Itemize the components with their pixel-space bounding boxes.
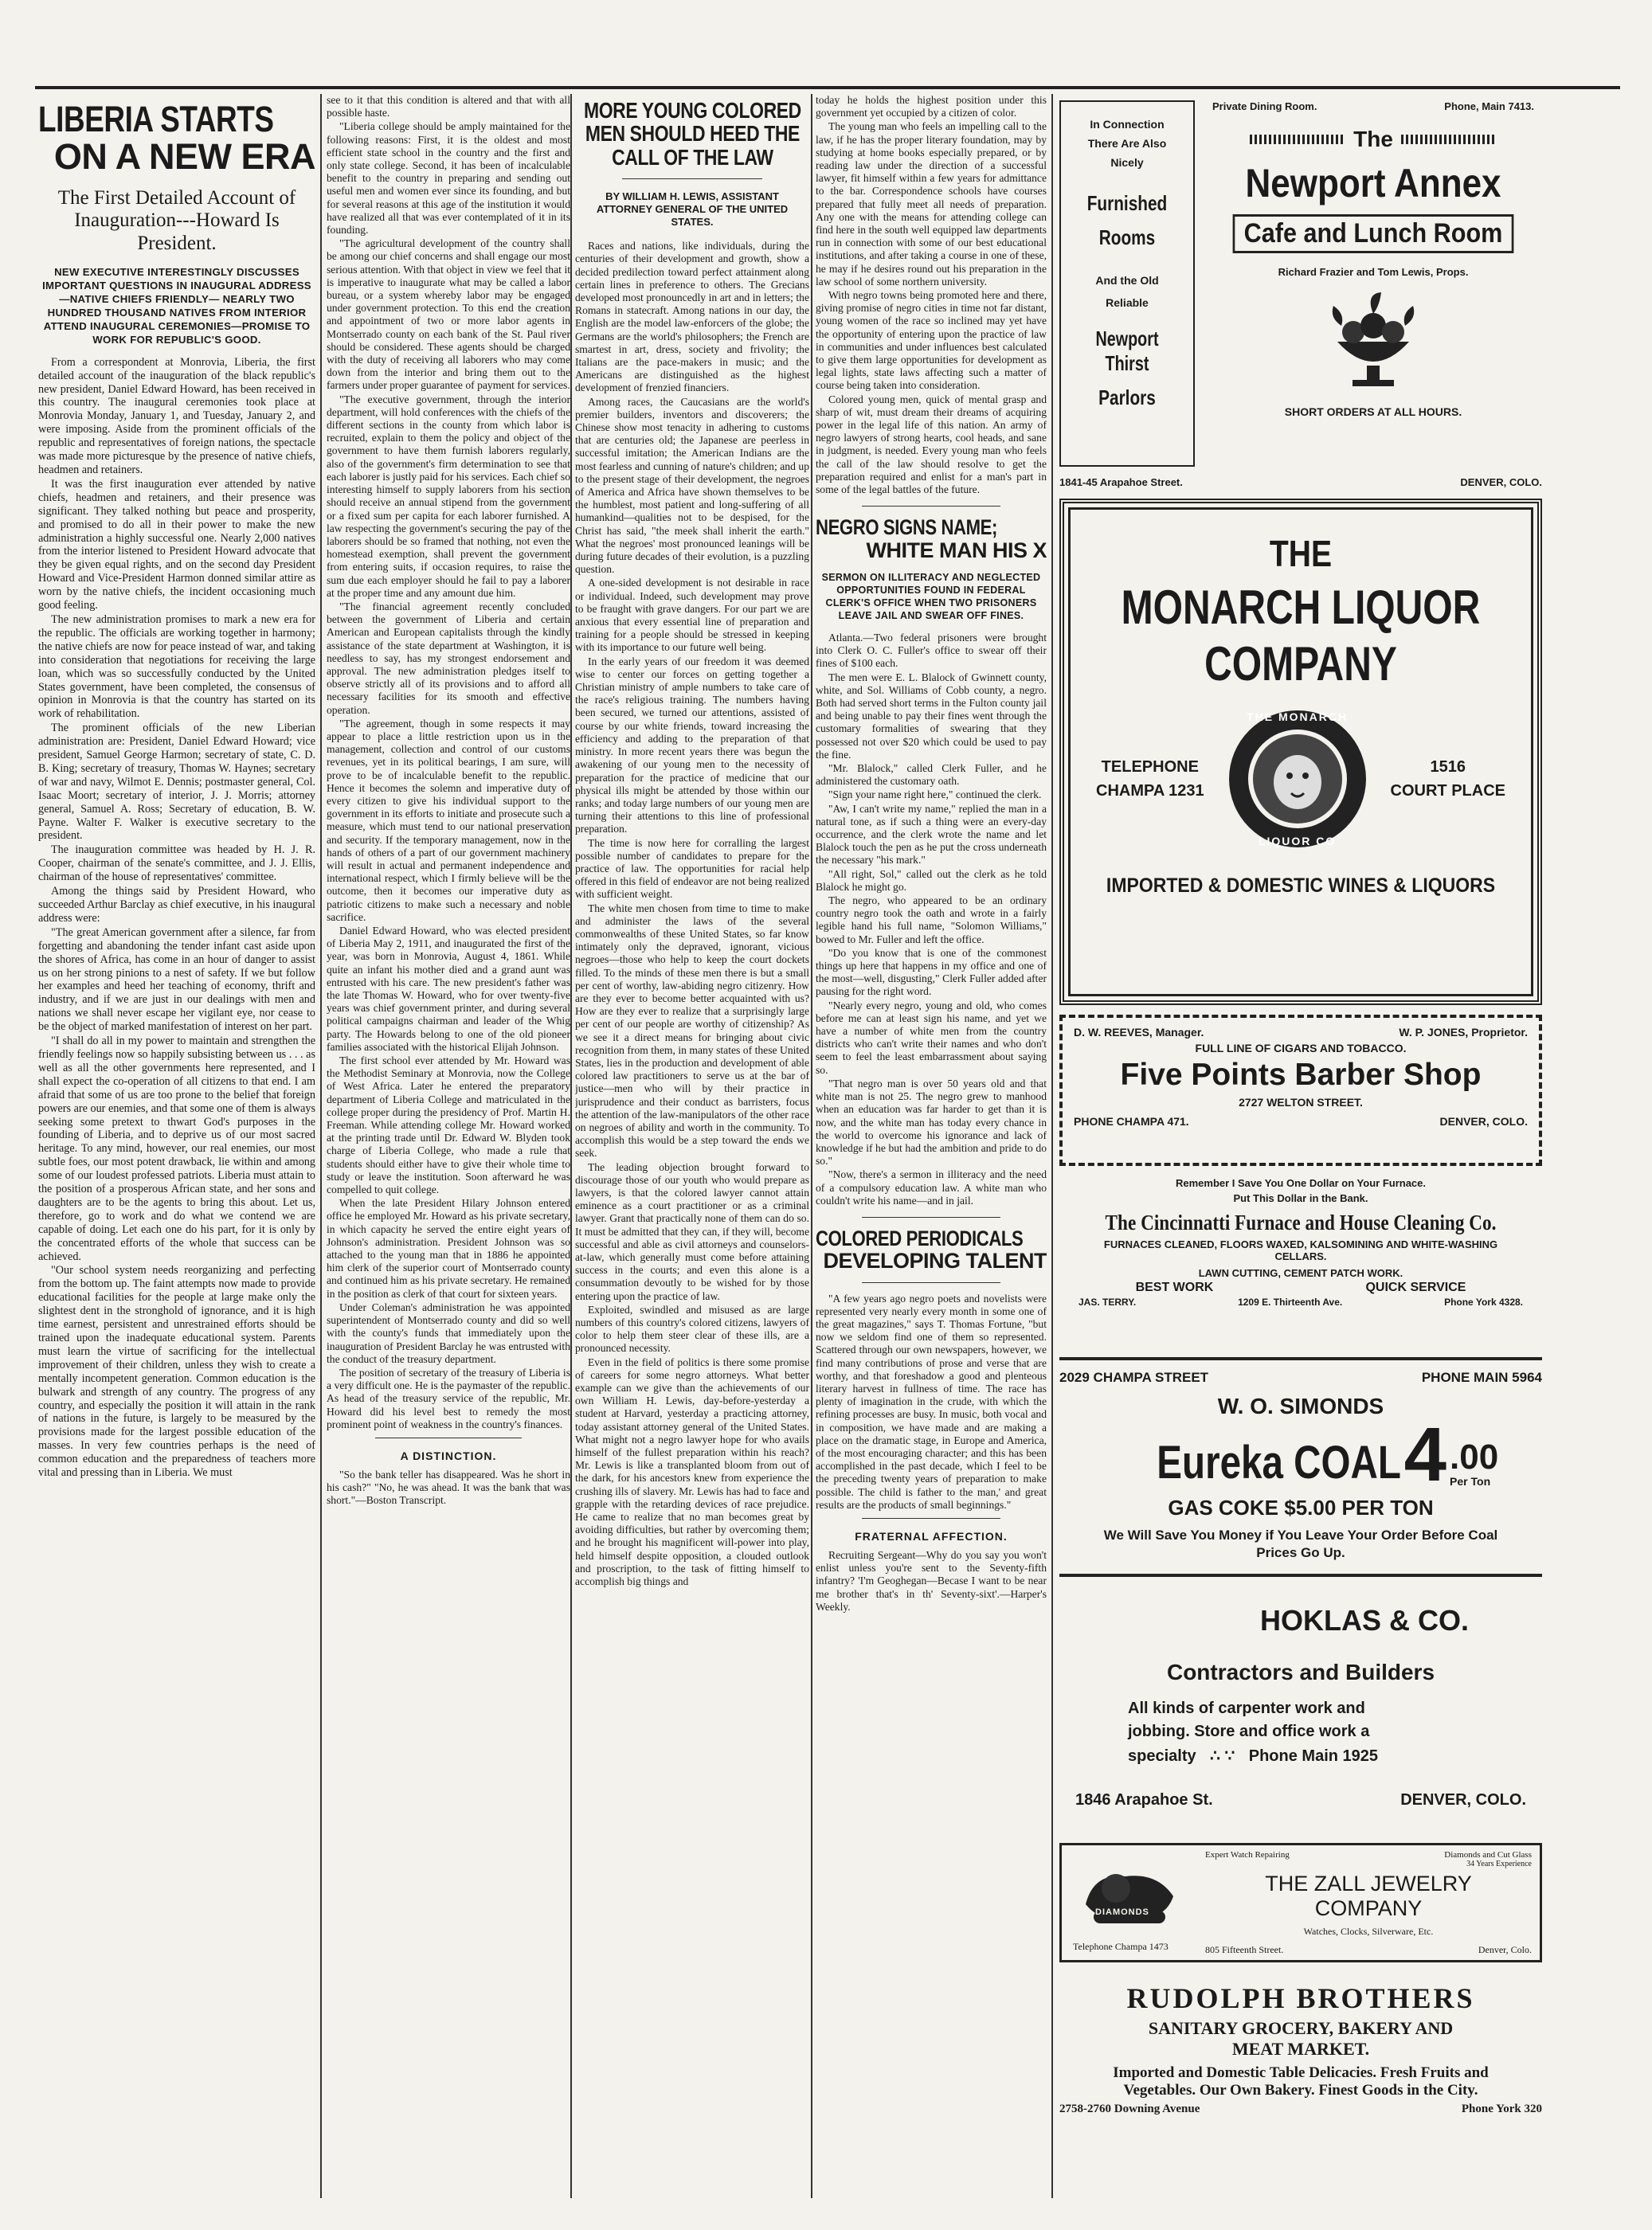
paragraph: Even in the field of politics is there some promise of careers for some negro attorneys. What better example can we give than the achievements of our own William H. Lewis, day-before-yesterday a student at Harvard, yesterday a practicing attorney, today assistant attorney general of the United States. What might not a negro lawyer hope for who avails himself of the fullest preparation within his reach? Mr. Lewis is like a transplanted bloom from out of the dark, for his ancestors knew from experience the crushing ills of slavery. Mr. Lewis has had to face and grapple with the retarding devices of race prejudice. He came to realize that no man becomes great by avoiding difficulties, but rather by overcoming them; and he brought his magnificent will-power into play, held himself despite opposition, a clouded outlook and proscription, to the task of fitting himself to accomplish big things and xyxy=(575,1356,809,1588)
ad-row xyxy=(1059,1370,1542,1386)
paragraph: The negro, who appeared to be an ordinary country negro took the oath and wrote in a fairly legible hand his full name, "Solomon Williams," bowed to Mr. Fuller and left the office. xyxy=(816,894,1047,945)
paragraph: "That negro man is over 50 years old and that white man is not 25. The negro grew to manhood when an education was far harder to get than it is now, and the white man has today every chance in the world to overcome his ignorance and lack of knowledge if he but had the ambition and pride to do so." xyxy=(816,1077,1047,1168)
divider xyxy=(862,506,1000,507)
ad-row xyxy=(1059,1281,1542,1295)
paragraph: The inauguration committee was headed by H. J. R. Cooper, chairman of the senate's committee, and J. J. Ellis, chairman of the house of representatives' committee. xyxy=(38,843,315,884)
ad-row xyxy=(1064,691,1537,851)
ad-row xyxy=(1204,100,1542,112)
ad-line: There Are Also xyxy=(1087,137,1167,150)
ad-title: COMPANY xyxy=(1204,637,1397,691)
ad-text: BEST WORK xyxy=(1135,1281,1214,1294)
ad-newport-footer xyxy=(1059,476,1542,488)
ad-text: Expert Watch Repairing xyxy=(1205,1850,1290,1860)
paragraph: "The agricultural development of the country shall be among our chief concerns and shall engage our most serious attention. With that object in view we feel that it is imperative to inaugurate what may be called a labor bureau, or a system whereby labor may be engaged under government protection. To this end the creation and appointment of two or more labor agents in Montserrado county on each bank of the St. Paul river should be considered. These agents should be charged with the duty of receiving all laborers who may come down from the interior and bring them out to the farmers under proper guarantee of payment for services. xyxy=(327,237,570,392)
negro-signs-deck: SERMON ON ILLITERACY AND NEGLECTED OPPORTUNITIES FOUND IN FEDERAL CLERK'S OFFICE WHEN TWO PRISONERS LEAVE JAIL AND SWEAR OFF FINES. xyxy=(821,571,1041,621)
ad-text: FULL LINE OF CIGARS AND TOBACCO. xyxy=(1195,1042,1407,1054)
paragraph: When the late President Hilary Johnson entered office he employed Mr. Howard as his private secretary, in which capacity he served the entire eight years of Johnson's administration. President Johnson was so attached to the young man that in 1886 he appointed him clerk of the superior court of Montserrado county and continued him as his private secretary. He remained in the position as clerk of that court for sixteen years. xyxy=(327,1197,570,1300)
ad-line: Rooms xyxy=(1098,225,1156,249)
ad-row xyxy=(1059,2103,1542,2116)
ad-title: The Cincinnatti Furnace and House Cleaning Co. xyxy=(1105,1211,1497,1234)
ad-text: GAS COKE $5.00 PER TON xyxy=(1168,1496,1434,1520)
ad-row xyxy=(1074,1026,1528,1039)
ad-row xyxy=(1074,1115,1528,1128)
liberia-caps-deck: NEW EXECUTIVE INTERESTINGLY DISCUSSES IMPORTANT QUESTIONS IN INAUGURAL ADDRESS —NATIVE CHIEFS FRIENDLY— NEARLY TWO HUNDRED THOUSAND NATIVES FROM INTERIOR ATTEND INAUGURAL CEREMONIES—PROMISE TO WORK FOR REPUBLIC'S GOOD. xyxy=(42,265,311,346)
column-rule xyxy=(570,94,572,2198)
ad-subtitle: Contractors and Builders xyxy=(1166,1660,1435,1684)
paragraph: "All right, Sol," called out the clerk as he told Blalock he might go. xyxy=(816,867,1047,893)
ad-text: Watches, Clocks, Silverware, Etc. xyxy=(1303,1926,1434,1937)
ad-title: Newport Annex xyxy=(1245,161,1501,205)
ad-text: FURNACES CLEANED, FLOORS WAXED, KALSOMINING AND WHITE-WASHING CELLARS. xyxy=(1103,1238,1498,1262)
ad-line: Newport Thirst xyxy=(1095,327,1159,375)
paragraph: "Liberia college should be amply maintained for the following reasons: First, it is the oldest and most efficient state school in the country and the first and only state college. Second, it has been of incalculable benefit to the country in preparing and sending out useful men and women ever since its founding, and but for several reasons at this age of the institution it would have realized all that was ever contemplated of it in its founding. xyxy=(327,120,570,237)
ad-row xyxy=(1205,1850,1532,1860)
coal-price-cents-block xyxy=(1450,1440,1498,1488)
paragraph: With negro towns being promoted here and there, giving promise of negro cities in time not far distant, young women of the race so inclined may yet have the opportunity of entering upon the practice of law in communities and under influences best calculated to give them large opportunities for development as legal lights, state laws affecting such a matter of course being taken into consideration. xyxy=(816,289,1047,392)
top-rule xyxy=(35,86,1620,89)
zall-text-block xyxy=(1205,1850,1532,1956)
column-1-liberia-article xyxy=(38,94,315,2198)
dots-icon: ∴ ∵ xyxy=(1210,1747,1235,1765)
ad-text: D. W. REEVES, Manager. xyxy=(1074,1026,1204,1039)
periodicals-body xyxy=(816,1293,1047,1512)
ad-line: Parlors xyxy=(1098,385,1156,409)
paragraph: It was the first inauguration ever attended by native chiefs, headmen and retainers, and their presence was significant. They talked nothing but peace and prosperity, and promised to do all in their power to make the new administration a highly successful one. Nearly 2,000 natives from the interior listened to President Howard advocate that they be given equal rights, and on the second day President Howard and Vice-President Harmon donned similar attire as worn by the native chiefs, the incident occasioning much good feeling. xyxy=(38,477,315,612)
ad-text: MEAT MARKET. xyxy=(1231,2039,1370,2059)
ad-line: Reliable xyxy=(1106,296,1149,309)
ad-address-block xyxy=(1391,755,1505,803)
ad-text: Richard Frazier and Tom Lewis, Props. xyxy=(1278,266,1469,278)
ad-text: 805 Fifteenth Street. xyxy=(1205,1944,1284,1955)
ad-text: CHAMPA 1231 xyxy=(1096,782,1204,800)
ad-text: W. P. JONES, Proprietor. xyxy=(1399,1026,1528,1039)
ad-hoklas xyxy=(1059,1588,1542,1827)
ad-text: COURT PLACE xyxy=(1390,782,1505,800)
divider xyxy=(862,1217,1000,1218)
ad-text: specialty xyxy=(1128,1747,1196,1765)
ad-title: THE ZALL JEWELRY xyxy=(1265,1872,1472,1895)
ad-text: Put This Dollar in the Bank. xyxy=(1233,1192,1368,1204)
ad-text: Per Ton xyxy=(1450,1475,1491,1488)
ad-newport-annex xyxy=(1204,100,1542,467)
paragraph: "Now, there's a sermon in illiteracy and the need of a compulsory education law. A white man who couldn't write his name—and in jail. xyxy=(816,1168,1047,1207)
ad-line: In Connection xyxy=(1090,118,1165,131)
paragraph: The white men chosen from time to time to make and administer the laws of the several commonwealths of these United States, so far know intimately only the depraved, ignorant, vicious negroes—those who help to keep the court dockets filled. To the minds of these men there is but a small per cent of worthy, law-abiding negro citizenry. How are they ever to become better acquainted with us? How are they ever to realize that a surprisingly large per cent of our people are worthy of citizenship? As we see it a direct means for bringing about civic recognition from them, in many states of these United States, lies in the production and development of able colored law practitioners to serve us at the bar of justice—men who will by their practice in jurisprudence and their conduct as barristers, focus the attention of the law-manipulators of the other race on negroes of ability and worth in the community. To accomplish this would be a step toward the ends we seek. xyxy=(575,902,809,1160)
ornament xyxy=(1250,135,1345,144)
ad-title: Eureka COAL xyxy=(1157,1437,1401,1489)
paragraph: "Our school system needs reorganizing and perfecting from the bottom up. The faint attempts now made to provide educational facilities for the people at large make only the slightest dent in the stronghold of ignorance, and it is high time earnest, persistent and unrestrained efforts should be trained upon the inadequate educational system. Parents must learn the virtue of sacrificing for the intellectual improvement of their children, unless they wish to create a mentally incompetent generation. Common education is the bulwark and strength of any country. The progress of any country, and especially the position it will attain in the rank of nations in the future, is largely to be measured by the provisions made for the largest possible education of the masses. In very few countries perhaps is the need of common education and the preparedness of teachers more vital and pressing than in Liberia. We must xyxy=(38,1264,315,1480)
paragraph: Races and nations, like individuals, during the centuries of their development and growth, show a decided predilection toward perfect attainment along certain lines in preference to others. The Grecians developed most pronouncedly in art and in letters; the Romans in statecraft. Among nations in our day, the English are the model law-enforcers of the globe; the Germans are the world's philosophers; the French are smartest in art, dress, society and frivolity; the Italians are the pace-makers in music; and the Americans are distinguished as the highest development of frenzied financiers. xyxy=(575,240,809,394)
ad-zall-jewelry xyxy=(1059,1843,1542,1962)
paragraph: The prominent officials of the new Liberian administration are: President, Daniel Edward Howard; vice president, Samuel George Harmon; secretary of state, C. D. B. King; secretary of treasury, Thomas W. Haynes; secretary of war and navy, Wilmot E. Dennis; postmaster general, Col. Isaac Moort; secretary of interior, J. J. Morris; attorney general, Samuel A. Ross; Secretary of education, B. W. Payne. Walter F. Walker is executive secretary to the president. xyxy=(38,722,315,843)
ad-text: DIAMONDS xyxy=(1095,1907,1149,1917)
paragraph: "Aw, I can't write my name," replied the man in a natural tone, as if such a thing were an every-day occurrence, and the clerk wrote the name and let Blalock touch the pen as he put the cross underneath the necessary "his mark." xyxy=(816,802,1047,867)
ad-text: 1841-45 Arapahoe Street. xyxy=(1059,476,1183,488)
ad-text: THE xyxy=(1269,533,1333,574)
headline-liberia-2: ON A NEW ERA xyxy=(53,136,315,178)
paragraph: "Sign your name right here," continued the clerk. xyxy=(828,788,1042,801)
ad-text: All kinds of carpenter work and xyxy=(1128,1700,1365,1717)
fraternal-body xyxy=(816,1549,1047,1614)
column-rule xyxy=(1051,94,1053,2198)
ad-row xyxy=(1075,1791,1526,1809)
ad-line: Furnished xyxy=(1086,191,1168,215)
divider xyxy=(862,1518,1000,1519)
law-byline: BY WILLIAM H. LEWIS, ASSISTANT ATTORNEY GENERAL OF THE UNITED STATES. xyxy=(596,190,789,229)
ad-row xyxy=(1205,1944,1532,1956)
ornament xyxy=(1401,135,1497,144)
ad-title: Five Points Barber Shop xyxy=(1120,1058,1482,1092)
ad-text: PHONE CHAMPA 471. xyxy=(1074,1115,1189,1128)
paragraph: "The executive government, through the interior department, will hold conferences with the chiefs of the different sections in the county from which labor is recruited, explain to them the policy and object of the government to have them furnish laborers regularly, also of the government's firm determination to see that each laborer is justly paid for his services. Each chief so interesting himself to supply laborers from his section should receive an annual stipend from the government or a fixed sum per capita for each laborer furnished. A law respecting the government's securing the pay of the laborers should be so framed that nothing, not even the homestead exemption, shall prevent the government from entering suits, if occasion requires, to raise the sum due each employer should he fail to pay a laborer at the proper time and any amount due him. xyxy=(327,393,570,599)
paragraph: Daniel Edward Howard, who was elected president of Liberia May 2, 1911, and inaugurated the first of the year, was born in Monrovia, August 4, 1861. While quite an infant his mother died and a grand aunt was entrusted with his care. The new president's father was the late Thomas W. Howard, who for over twenty-five years was chief government printer, and during several political campaigns chairman and leader of the Whig party. The Howards belong to one of the old pioneer families associated with the historical Elijah Johnson. xyxy=(327,925,570,1053)
law-continued-body xyxy=(816,94,1047,496)
seal-text-bottom: LIQUOR CO xyxy=(1258,835,1337,847)
headline-law: MORE YOUNG COLORED MEN SHOULD HEED THE CALL OF THE LAW xyxy=(583,98,801,170)
ad-text: SANITARY GROCERY, BAKERY AND xyxy=(1148,2018,1454,2038)
ad-text: The xyxy=(1353,127,1393,151)
ad-text: Private Dining Room. xyxy=(1212,100,1317,112)
law-body xyxy=(575,240,809,1588)
ad-text: Remember I Save You One Dollar on Your Furnace. xyxy=(1175,1177,1427,1189)
paragraph: "A few years ago negro poets and novelists were represented very nearly every month in some one of the great magazines," says T. Thomas Fortune, "but now we seldom find one of them so represented. Scattered through our own newspapers, however, we find many contributions of prose and verse that are worthy, and that foreshadow a good and plenteous literary harvest in fullness of time. The race has plenty of imagination in the crude, with which the refining processes are busy. In music, both vocal and in composition, we have made and are making a place on the dramatic stage, in Europe and America, of the most encouraging character; and this has been accomplished in the past decade, which I feel to be the preceding twenty years of preparation to make possible. The child is father to the man,' and great results are the products of small beginnings." xyxy=(816,1292,1047,1511)
headline-liberia-1: LIBERIA STARTS xyxy=(38,99,274,139)
lion-seal-icon xyxy=(1226,707,1369,851)
ad-text: W. O. SIMONDS xyxy=(1217,1394,1384,1418)
paragraph: "So the bank teller has disappeared. Was he short in his cash?" "No, he was ahead. It was the bank that was short."—Boston Transcript. xyxy=(327,1468,570,1507)
paragraph: Under Coleman's administration he was appointed superintendent of Montserrado county and did so well with the county's funds that immediately upon the inauguration of President Barclay he was entrusted with the conduct of the treasury department. xyxy=(327,1301,570,1365)
paragraph: The young man who feels an impelling call to the law, if he has the proper literary foundation, may by studying at home books especially prepared, or by reading law under the direction of a successful lawyer, fit himself within a few years for admittance to the bar. Correspondence schools have courses prepared that fully meet all needs of preparation. Any one with the means for attending college can find here in the south well equipped law departments run in connection with some of our best educational institutions, and after taking a course in one of these, he may if he desires round out his preparation in the law school of some northern university. xyxy=(816,120,1047,288)
ad-row xyxy=(1078,1297,1523,1308)
ad-monarch-liquor xyxy=(1059,499,1542,1005)
ad-title: COMPANY xyxy=(1314,1896,1423,1920)
paragraph: The leading objection brought forward to discourage those of our youth who would prepare as lawyers, is that the colored lawyer cannot attain eminence as a court practitioner or as a criminal lawyer. Grant that practically none of them can do so. It must be admitted that they can, if they will, become successful and able as civil attorneys and counselors-at-law, which generally must come before attaining success in the courts; and even this alone is a consummation devoutly to be wished for by those entering upon the practice of law. xyxy=(575,1160,809,1302)
ad-subtitle: Cafe and Lunch Room xyxy=(1233,214,1514,253)
headline-negro-signs-1: NEGRO SIGNS NAME; xyxy=(816,515,997,540)
headline-periodicals-2: DEVELOPING TALENT xyxy=(823,1249,1047,1273)
paragraph: Atlanta.—Two federal prisoners were brought into Clerk O. C. Fuller's office to swear off their fines of $100 each. xyxy=(816,631,1047,670)
paragraph: see to it that this condition is altered and that with all possible haste. xyxy=(327,94,570,119)
paragraph: The first school ever attended by Mr. Howard was the Methodist Seminary at Monrovia, now the College of West Africa. Later he entered the preparatory department of Liberia College and matriculated in the college proper during the presidency of Prof. Martin H. Freeman. While attending college Mr. Howard worked at the printing trade until Dr. Edward W. Blyden took charge of Liberia College, who made a rule that students should either have to give their whole time to study or leave the institution. Soon afterward he was compelled to quit college. xyxy=(327,1054,570,1196)
ad-text: Vegetables. Our Own Bakery. Finest Goods in the City. xyxy=(1123,2082,1478,2099)
ad-cincinnatti-furnace xyxy=(1059,1177,1542,1308)
paragraph: "Do you know that is one of the commonest things up here that happens in my office and one of the most—well, disgusting," Clerk Fuller added after pausing for the right word. xyxy=(816,946,1047,998)
ad-text: PHONE MAIN 5964 xyxy=(1421,1370,1542,1385)
paragraph: "The great American government after a silence, far from forgetting and abandoning the tender infant cast aside upon the shores of Africa, has come in an hour of danger to assist us on her strong pinions to a nest of safety. If we but follow her examples and heed her teaching of economy, thrift and industry, and if we are just in our dealings with men and nations we shall never escape her vigilant eye, nor cease to be the object of marked manifestation of interest on her part. xyxy=(38,925,315,1034)
fraternal-heading: FRATERNAL AFFECTION. xyxy=(855,1530,1008,1543)
ad-text: We Will Save You Money if You Leave Your Order Before Coal Prices Go Up. xyxy=(1103,1528,1498,1560)
ad-furnished-rooms xyxy=(1059,100,1195,467)
paragraph: A one-sided development is not desirable in race or individual. Indeed, such development may prove to be fraught with grave dangers. For our part we are anxious that every essential line of preparation and training for a people should be stressed in keeping with its importance to our future well being. xyxy=(575,577,809,654)
ad-text: Telephone Champa 1473 xyxy=(1073,1941,1169,1952)
coal-price-dollars: 4 xyxy=(1403,1412,1447,1497)
paragraph: Recruiting Sergeant—Why do you say you won't enlist unless you're sent to the Seventy-fifth infantry? 'I'm Geoghegan—Becase I want to be near me brother that's in th' Seventy-sixt'.—Harper's Weekly. xyxy=(816,1549,1047,1613)
ad-text: 1516 xyxy=(1430,758,1466,776)
column-5-advertisements xyxy=(1056,94,1542,2198)
lion-icon xyxy=(1070,1849,1189,1944)
column-rule xyxy=(811,94,812,2198)
ad-text: SHORT ORDERS AT ALL HOURS. xyxy=(1284,405,1462,418)
distinction-text xyxy=(327,1469,570,1508)
divider xyxy=(1059,1574,1542,1577)
ad-text: 2758-2760 Downing Avenue xyxy=(1059,2103,1200,2115)
ad-row xyxy=(1128,1746,1542,1766)
ad-text: JAS. TERRY. xyxy=(1078,1297,1137,1308)
paragraph: Among races, the Caucasians are the world's premier builders, inventors and discoverers; the Chinese show most tenacity in adhering to customs that are centuries old; the Japanese are peerless in successful imitation; the American Indians are the most fearless and cunning of nature's children; and up to the present stage of their development, the negroes of America and Africa have shown themselves to be the humblest, most patient and long-suffering of all humankind—qualities not to be despised, for the Christ has said, "the meek shall inherit the earth." What the negroes' most pronounced leanings will be during future decades of their evolution, is a puzzling question. xyxy=(575,395,809,576)
distinction-heading: A DISTINCTION. xyxy=(400,1449,497,1462)
seal-text-top: THE MONARCH xyxy=(1247,710,1349,723)
ad-text: Phone Main 1925 xyxy=(1248,1747,1379,1765)
ad-text: 2727 WELTON STREET. xyxy=(1239,1096,1363,1109)
ad-text: 1209 E. Thirteenth Ave. xyxy=(1238,1297,1343,1308)
liberia-body xyxy=(38,356,315,1480)
ad-text: 34 Years Experience xyxy=(1466,1860,1532,1868)
ad-text: 2029 CHAMPA STREET xyxy=(1059,1370,1209,1385)
ad-text: Phone, Main 7413. xyxy=(1444,100,1534,112)
column-4-mixed xyxy=(816,94,1047,2198)
divider xyxy=(1059,1357,1542,1360)
paragraph: "The financial agreement recently concluded between the government of Liberia and certain American and European capitalists through the kindly assistance of the state department at Washington, it is needless to say, has my strongest endorsement and approval. The new administration pledges itself to observe strictly all of its provisions and to afford all necessary facilities for its smooth and effective operation. xyxy=(327,600,570,716)
ad-row xyxy=(1059,1412,1542,1497)
ad-title: HOKLAS & CO. xyxy=(1259,1604,1469,1637)
paragraph: In the early years of our freedom it was deemed wise to center our forces on getting together a Christian ministry of ample numbers to take care of the race's religious training. The numbers having been secured, we turned our attentions, assisted of course by our white friends, toward increasing the efficiency and adding to the preparation of that ministry. In more recent years there was begun the awakening of our young men to the necessity of preparation for the practice of medicine that our physical ills might be attended by those within our ranks; and today large numbers of our young men are turning their attentions to this line of professional preparation. xyxy=(575,655,809,835)
ad-five-points-barber xyxy=(1059,1015,1542,1166)
ad-text: IMPORTED & DOMESTIC WINES & LIQUORS xyxy=(1106,874,1496,897)
headline-negro-signs-2: WHITE MAN HIS X xyxy=(866,538,1047,562)
paragraph: Colored young men, quick of mental grasp and sharp of wit, must dream their dreams of acquiring power in the legal life of this nation. An army of negro lawyers of strong hearts, cool heads, and sane in judgment, is needed. Every young man who feels the call of the law should resolve to get the preparation required and enlist for a man's part in some of the legal battles of the future. xyxy=(816,393,1047,496)
paragraph: The time is now here for corralling the largest possible number of candidates to prepare for the practice of law. The opportunities for racial help offered in this field of endeavor are not being realized with sufficient weight. xyxy=(575,836,809,901)
divider xyxy=(862,1282,1000,1283)
column-rule xyxy=(320,94,322,2198)
paragraph: Among the things said by President Howard, who succeeded Arthur Barclay as chief executive, in his inaugural address were: xyxy=(38,885,315,925)
divider xyxy=(622,178,762,179)
paragraph: The new administration promises to mark a new era for the republic. The officials are working together in harmony; the native chiefs are now for peace instead of war, and taking into consideration that negotiations for receiving the large loan, which was so successfully conducted by the United States government, have been completed, the consensus of opinion in Monrovia is that the country has started on its work of rehabilitation. xyxy=(38,612,315,721)
ad-text: Diamonds and Cut Glass xyxy=(1444,1850,1532,1860)
column-2-liberia-continued xyxy=(327,94,570,2198)
ad-text: DENVER, COLO. xyxy=(1400,1791,1526,1809)
negro-signs-body xyxy=(816,632,1047,1207)
ad-phone-block xyxy=(1096,755,1204,803)
paragraph: today he holds the highest position under this government yet occupied by a citizen of color. xyxy=(816,94,1047,119)
coal-price-cents: .00 xyxy=(1450,1438,1499,1477)
ad-line: And the Old xyxy=(1095,274,1159,287)
paragraph: "I shall do all in my power to maintain and strengthen the friendly feelings now so happily subsisting between us . . . as well as all the other governments here represented, and I shall expect the co-operation of all citizens to that end. I am afraid that some of us are too prone to the belief that foreign powers are our enemies, and that some one of them is always seeking some pretext to thwart God's purposes in the founding of Liberia, and to deprive us of our most sacred heritage. To any mind, however, our real enemies, our most subtle foes, our most potent drawback, lie within and among some of our loudest professed patriots. Liberia must attain to the position of a prosperous African state, and her sons and daughters are to be the agents to bring this about. Let us, therefore, go to work and do what we contend we are capable of doing. Let each one do his part, for it is only by the concentrated efforts of the whole that success can be achieved. xyxy=(38,1035,315,1263)
ad-text: Imported and Domestic Table Delicacies. Fresh Fruits and xyxy=(1113,2064,1489,2081)
ad-text: QUICK SERVICE xyxy=(1365,1281,1466,1294)
ad-text: 1846 Arapahoe St. xyxy=(1075,1791,1213,1809)
ad-text: Phone York 4328. xyxy=(1444,1297,1523,1308)
liberia-deck: The First Detailed Account of Inauguration---Howard Is President. xyxy=(57,186,296,254)
paragraph: The position of secretary of the treasury of Liberia is a very difficult one. He is the paymaster of the republic. As head of the treasury service of the republic, Mr. Howard did his level best to remedy the most prominent point of weakness in the country's finances. xyxy=(327,1366,570,1430)
fruit-bowl-icon xyxy=(1317,286,1429,397)
ad-rudolph-brothers xyxy=(1059,1974,1542,2116)
ad-text: jobbing. Store and office work a xyxy=(1128,1723,1370,1740)
paragraph: "Mr. Blalock," called Clerk Fuller, and he administered the customary oath. xyxy=(816,762,1047,788)
paragraph: From a correspondent at Monrovia, Liberia, the first detailed account of the inauguration of the black republic's new president, Daniel Edward Howard, has been received in this country. The inaugural ceremonies took place at Monrovia Monday, January 1, and Tuesday, January 2, and were imposing. Aside from the prominent officials of the republic and representatives of foreign nations, the spectacle was made more picturesque by the presence of native chiefs, headmen and retainers. xyxy=(38,355,315,476)
ad-title: RUDOLPH BROTHERS xyxy=(1126,1982,1475,2014)
ad-text: TELEPHONE xyxy=(1101,758,1199,776)
ad-eureka-coal xyxy=(1059,1370,1542,1562)
ad-text: Denver, Colo. xyxy=(1478,1944,1532,1955)
headline-periodicals-1: COLORED PERIODICALS xyxy=(816,1226,1024,1250)
paragraph: "The agreement, though in some respects it may appear to place a little restriction upon us in the management, collection and control of our customs revenues, yet in its political bearings, I am sure, will prove to be of incalculable benefit to the republic. Hence it becomes the solemn and imperative duty of every citizen to give his individual support to the government in its efforts to initiate and prosecute such a measure, which must tend to our national preservation and security. If the temporary management, now in the hands of others of a part of our government machinery will result in actual and permanent independence and international respect, which I firmly believe will be the outcome, then it becomes our imperative duty as patriotic citizens to make such a necessary and noble sacrifice. xyxy=(327,717,570,923)
ad-row xyxy=(1204,127,1542,152)
paragraph: The men were E. L. Blalock of Gwinnett county, white, and Sol. Williams of Cobb county, a negro. Both had served short terms in the Fulton county jail and being unable to pay their fines went through the customary formalities of swearing that they possessed not over $20 which could be used to pay the fine. xyxy=(816,671,1047,761)
ad-text: DENVER, COLO. xyxy=(1460,476,1542,488)
ad-text: Phone York 320 xyxy=(1461,2103,1542,2115)
ad-line: Nicely xyxy=(1110,156,1144,169)
column-3-law-article xyxy=(575,94,809,2198)
ad-text: DENVER, COLO. xyxy=(1439,1115,1528,1128)
paragraph: "Nearly every negro, young and old, who comes before me can at least sign his name, and yet we have a number of white men from the country districts who can't write their names and who don't seem to feel the least embarrassment about saying so. xyxy=(816,999,1047,1076)
ad-title: MONARCH LIQUOR xyxy=(1121,581,1481,634)
paragraph: Exploited, swindled and misused as are large numbers of this country's colored citizens, lawyers of color to help them steer clear of these ills, are a pronounced necessity. xyxy=(575,1303,809,1355)
ad-text: LAWN CUTTING, CEMENT PATCH WORK. xyxy=(1198,1267,1403,1279)
liberia-continued-body xyxy=(327,94,570,1431)
seal-graphic xyxy=(1226,707,1369,851)
